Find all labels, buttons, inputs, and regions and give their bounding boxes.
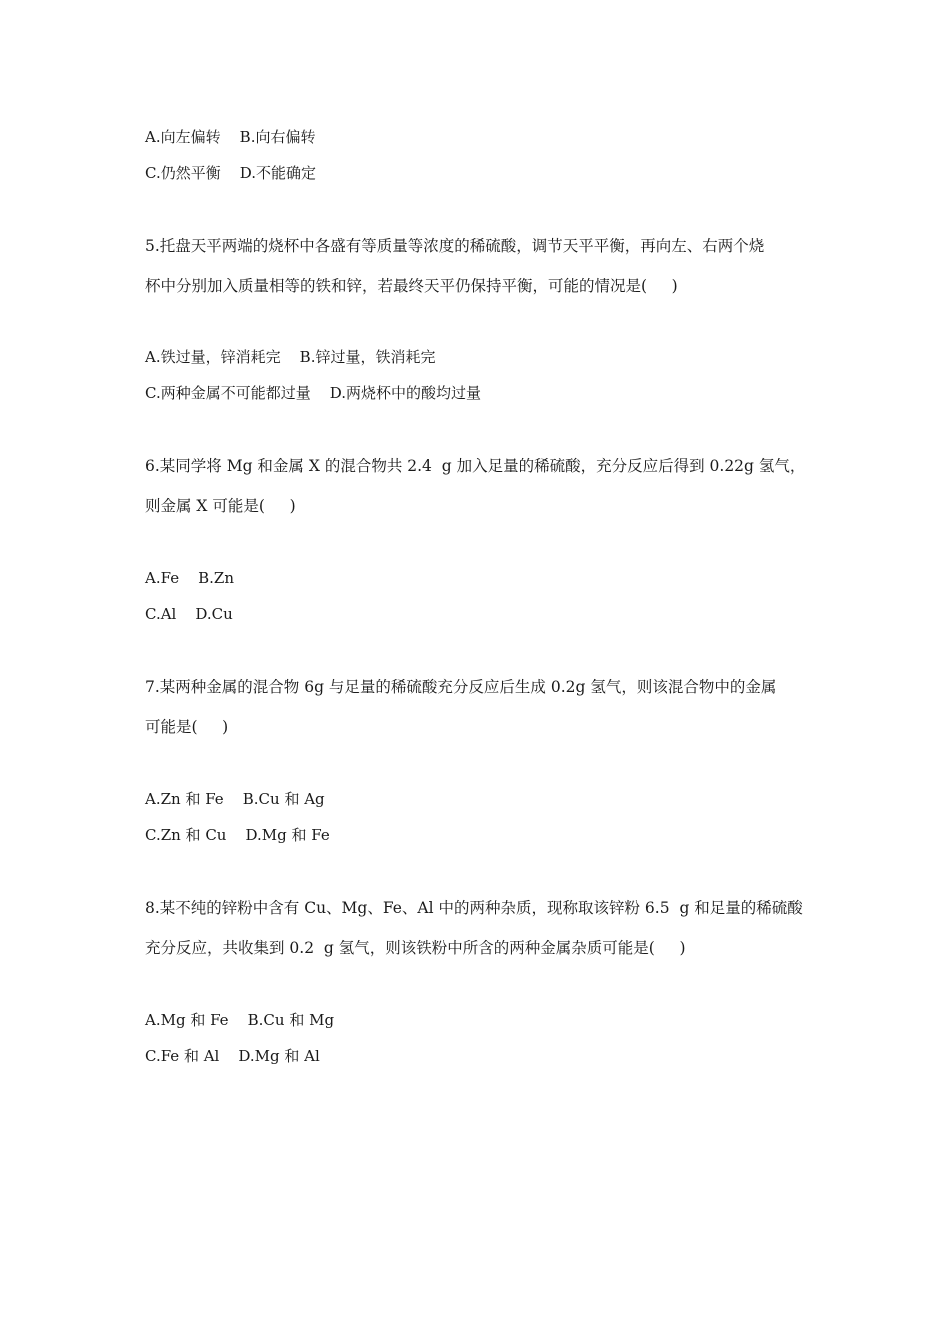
question-6-stem-line1: 6.某同学将 Mg 和金属 X 的混合物共 2.4 g 加入足量的稀硫酸，充分反应后得到 0.22g 氢气，: [145, 457, 806, 475]
question-8-options-row2: C.Fe 和 Al D.Mg 和 Al: [145, 1047, 320, 1065]
question-7-stem-line1: 7.某两种金属的混合物 6g 与足量的稀硫酸充分反应后生成 0.2g 氢气，则该混合物中的金属: [145, 678, 777, 696]
prev-question-options-row2: C.仍然平衡 D.不能确定: [145, 164, 317, 182]
question-6-options-row2: C.Al D.Cu: [145, 605, 233, 623]
question-8-stem-line1: 8.某不纯的锌粉中含有 Cu、Mg、Fe、Al 中的两种杂质，现称取该锌粉 6.5 g 和足量的稀硫酸: [145, 899, 803, 917]
question-6-stem-line2: 则金属 X 可能是( ): [145, 497, 296, 515]
question-7-options-row1: A.Zn 和 Fe B.Cu 和 Ag: [145, 790, 325, 808]
question-7-options-row2: C.Zn 和 Cu D.Mg 和 Fe: [145, 826, 330, 844]
question-5-options-row1: A.铁过量，锌消耗完 B.锌过量，铁消耗完: [145, 348, 436, 366]
question-5-stem-line2: 杯中分别加入质量相等的铁和锌，若最终天平仍保持平衡，可能的情况是( ): [145, 277, 678, 295]
question-8-stem-line2: 充分反应，共收集到 0.2 g 氢气，则该铁粉中所含的两种金属杂质可能是( ): [145, 939, 686, 957]
question-5-options-row2: C.两种金属不可能都过量 D.两烧杯中的酸均过量: [145, 384, 482, 402]
question-5-stem-line1: 5.托盘天平两端的烧杯中各盛有等质量等浓度的稀硫酸，调节天平平衡，再向左、右两个烧: [145, 237, 765, 255]
question-7-stem-line2: 可能是( ): [145, 718, 229, 736]
question-6-options-row1: A.Fe B.Zn: [145, 569, 235, 587]
question-8-options-row1: A.Mg 和 Fe B.Cu 和 Mg: [145, 1011, 335, 1029]
prev-question-options-row1: A.向左偏转 B.向右偏转: [145, 128, 316, 146]
